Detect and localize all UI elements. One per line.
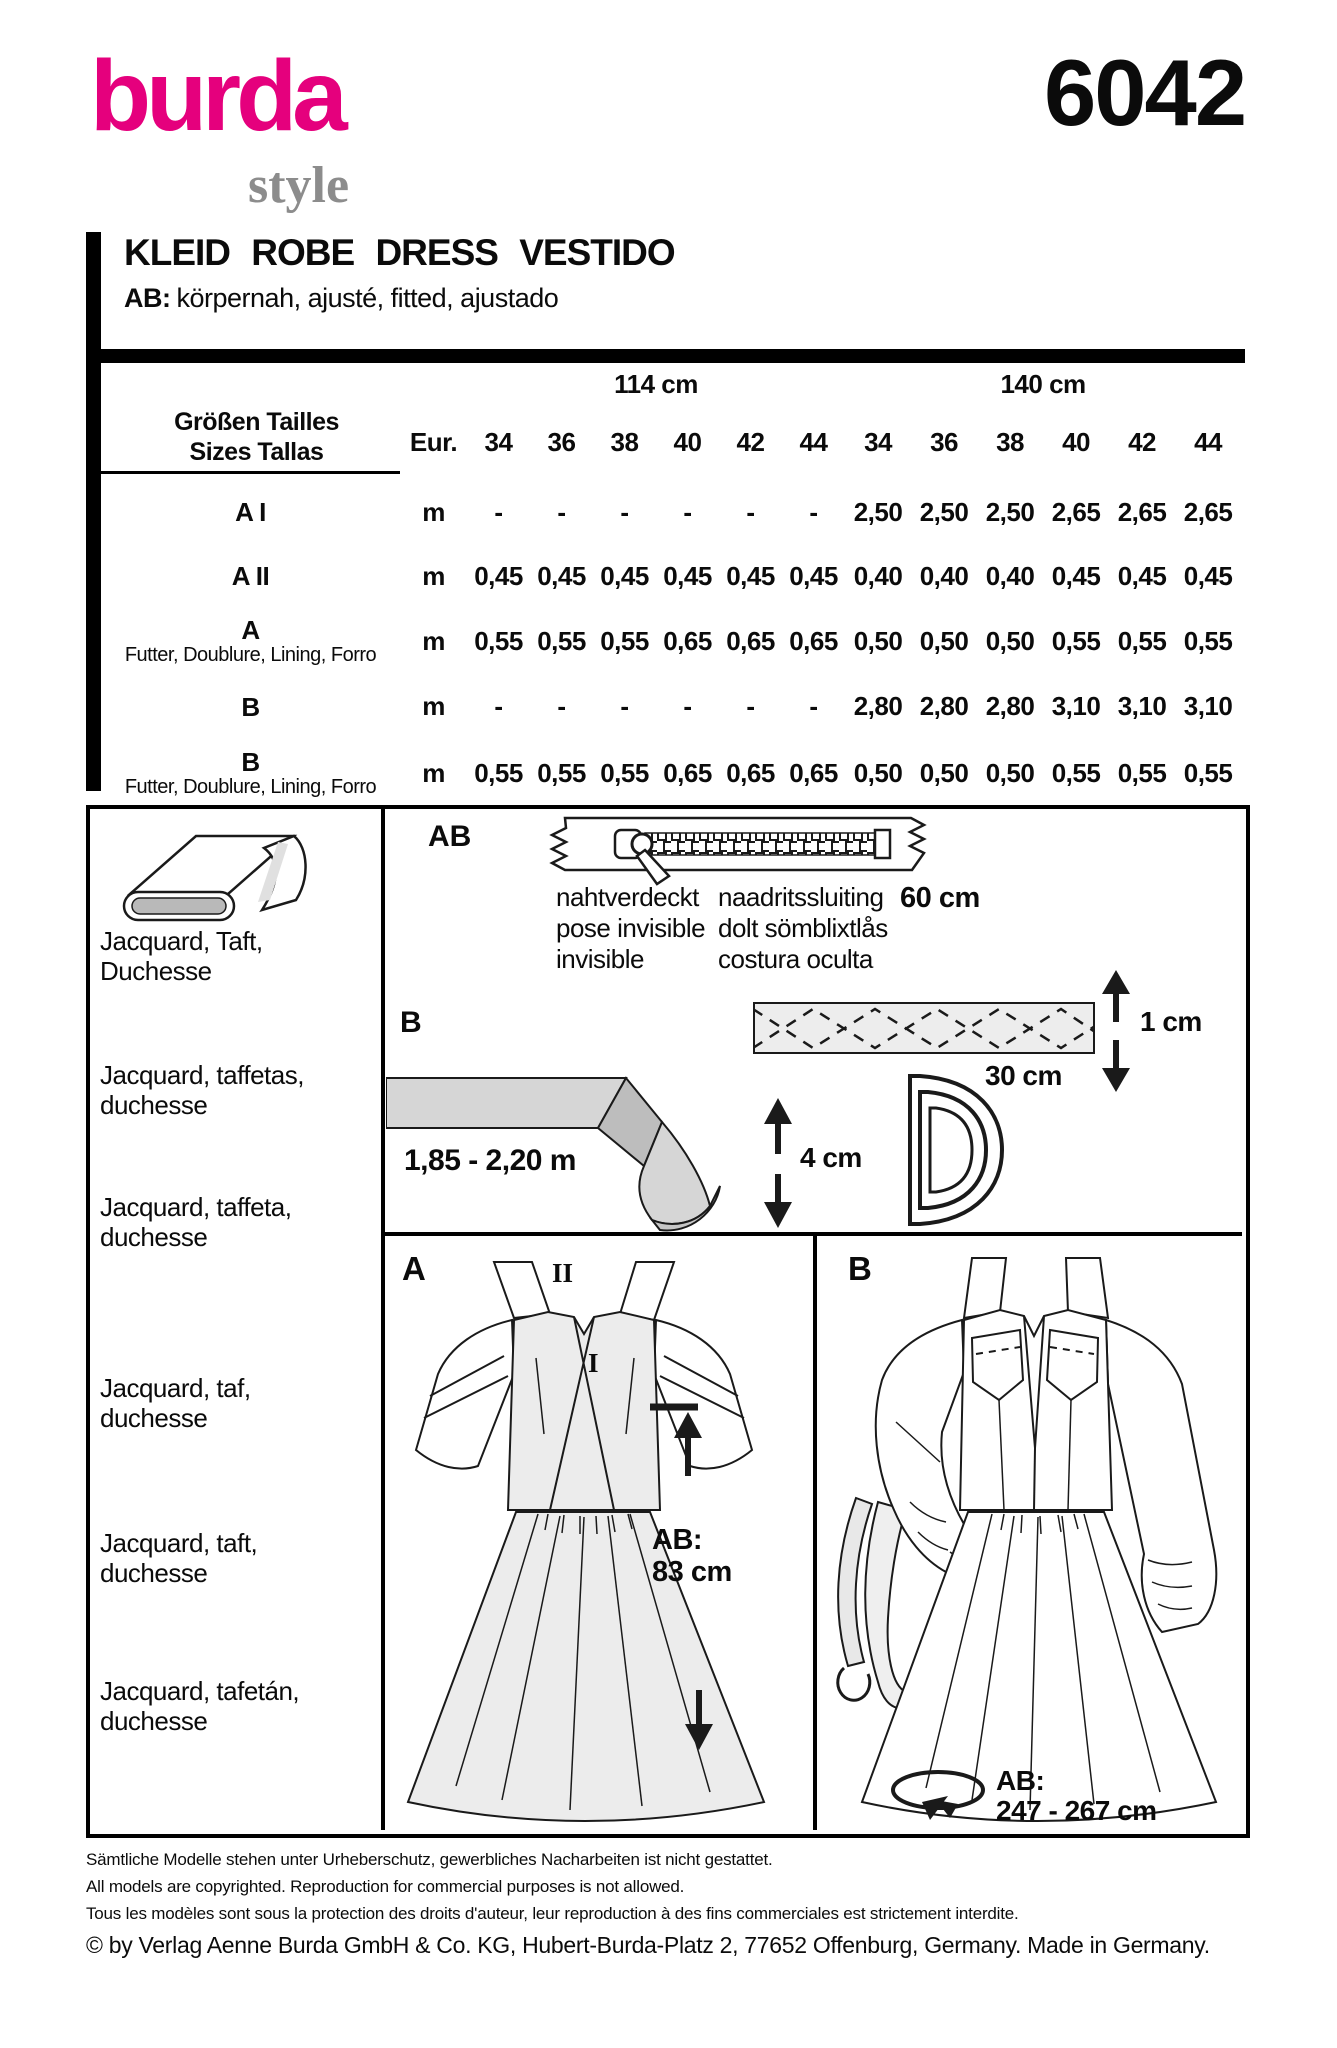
yardage-cell: 2,65 — [1051, 496, 1101, 527]
yardage-cell: 0,45 — [474, 560, 523, 591]
yardage-cell: 2,50 — [919, 496, 969, 527]
yardage-cell: 0,55 — [600, 757, 649, 788]
table-top-bar — [101, 349, 1245, 363]
yardage-cell: 3,10 — [1183, 691, 1233, 721]
fit-description — [124, 283, 558, 314]
hem-width-label: AB: 247 - 267 cm — [996, 1765, 1157, 1826]
unit-cell: m — [422, 625, 445, 656]
copyright-de: Sämtliche Modelle stehen unter Urheberschutz, gewerbliches Nacharbeiten ist nicht gestattet. — [86, 1850, 773, 1869]
yardage-cell: 0,45 — [1183, 560, 1233, 591]
dress-b-illustration — [822, 1252, 1246, 1840]
pattern-number: 6042 — [1044, 40, 1246, 145]
zipper-text-col2: naadritssluiting dolt sömblixtlås costura oculta — [718, 882, 888, 974]
yardage-cell: 0,50 — [853, 625, 903, 656]
fit-text: körpernah, ajusté, fitted, ajustado — [176, 283, 559, 313]
fabric-column-divider — [381, 805, 385, 1830]
yardage-cell: - — [683, 691, 692, 721]
burda-logo: burda — [90, 40, 343, 152]
yardage-cell: 0,50 — [919, 757, 969, 788]
yardage-cell: 0,40 — [853, 560, 903, 591]
yardage-cell: - — [494, 496, 503, 527]
yardage-cell: 2,80 — [985, 691, 1035, 721]
size-col: 36 — [547, 427, 576, 457]
yardage-cell: 0,45 — [726, 560, 775, 591]
invisible-zipper-icon — [545, 808, 930, 888]
sizes-label-en-es: Sizes Tallas — [189, 438, 324, 466]
yardage-cell: - — [620, 496, 629, 527]
publisher-line: © by Verlag Aenne Burda GmbH & Co. KG, Hubert-Burda-Platz 2, 77652 Offenburg, Germany. Made in Germany. — [86, 1932, 1210, 1958]
yardage-cell: - — [494, 691, 503, 721]
fabric-suggestion-es: Jacquard, tafetán, duchesse — [100, 1676, 300, 1736]
fabric-bolt-icon — [112, 820, 322, 938]
yardage-cell: 0,50 — [853, 757, 903, 788]
yardage-cell: 0,55 — [1117, 757, 1167, 788]
yardage-cell: 2,50 — [853, 496, 903, 527]
size-col: 38 — [996, 427, 1024, 457]
size-col: 42 — [736, 427, 765, 457]
fabric-suggestion-nl: Jacquard, taf, duchesse — [100, 1373, 251, 1433]
yardage-cell: 0,55 — [537, 625, 586, 656]
unit-cell: m — [422, 691, 445, 721]
yardage-cell: 0,55 — [474, 625, 523, 656]
yardage-cell: 0,55 — [1183, 757, 1233, 788]
yardage-cell: 0,65 — [663, 625, 712, 656]
size-col: 42 — [1128, 427, 1156, 457]
size-col: 34 — [864, 427, 892, 457]
eur-header: Eur. — [409, 427, 458, 457]
yardage-cell: - — [746, 691, 755, 721]
table-row — [101, 608, 1241, 674]
table-row — [101, 480, 1241, 544]
fabric-suggestion-de: Jacquard, Taft, Duchesse — [100, 926, 263, 986]
yardage-cell: 2,80 — [919, 691, 969, 721]
fabric-suggestion-fr: Jacquard, taffetas, duchesse — [100, 1060, 304, 1120]
width-header-row — [101, 363, 1241, 405]
yardage-cell: - — [746, 496, 755, 527]
row-label: B Futter, Doublure, Lining, Forro — [124, 747, 377, 798]
yardage-cell: - — [620, 691, 629, 721]
yardage-cell: 0,40 — [985, 560, 1035, 591]
yardage-cell: 0,45 — [537, 560, 586, 591]
zipper-length: 60 cm — [900, 882, 980, 914]
yardage-cell: - — [809, 496, 818, 527]
yardage-cell: - — [557, 496, 566, 527]
width-114-header: 114 cm — [614, 368, 698, 399]
interfacing-width: 1 cm — [1140, 1006, 1202, 1037]
notions-ab-label: AB — [428, 820, 472, 853]
interfacing-width-arrow — [1100, 970, 1132, 1092]
yardage-table — [101, 363, 1241, 807]
length-down-arrow — [684, 1690, 714, 1750]
size-col: 34 — [484, 427, 513, 457]
row-label: A Futter, Doublure, Lining, Forro — [124, 615, 377, 666]
yardage-cell: 0,65 — [726, 757, 775, 788]
yardage-cell: 0,40 — [919, 560, 969, 591]
yardage-cell: 0,55 — [1183, 625, 1233, 656]
unit-cell: m — [422, 757, 445, 788]
yardage-cell: 2,80 — [853, 691, 903, 721]
style-logo: style — [248, 157, 350, 214]
unit-cell: m — [422, 560, 445, 591]
copyright-fr: Tous les modèles sont sous la protection des droits d'auteur, leur reproduction à des fins commerciales est strictement interdite. — [86, 1904, 1019, 1923]
yardage-cell: - — [683, 496, 692, 527]
copyright-en: All models are copyrighted. Reproduction for commercial purposes is not allowed. — [86, 1877, 685, 1896]
size-col: 40 — [1062, 427, 1090, 457]
yardage-cell: 0,45 — [663, 560, 712, 591]
yardage-cell: 0,55 — [537, 757, 586, 788]
ribbon-width-arrow — [762, 1098, 794, 1228]
yardage-cell: 0,65 — [789, 625, 838, 656]
size-col: 40 — [673, 427, 702, 457]
size-col: 36 — [930, 427, 958, 457]
view-a-label: A — [402, 1250, 426, 1287]
left-accent-bar — [86, 232, 101, 791]
sizes-label-de-fr: Größen Tailles — [174, 408, 339, 436]
yardage-cell: 0,55 — [474, 757, 523, 788]
yardage-cell: 0,45 — [1051, 560, 1101, 591]
back-length-label: AB: 83 cm — [652, 1524, 732, 1588]
yardage-cell: 0,65 — [663, 757, 712, 788]
yardage-cell: 0,45 — [600, 560, 649, 591]
ribbon-length: 1,85 - 2,20 m — [404, 1144, 576, 1177]
yardage-cell: 0,55 — [1051, 757, 1101, 788]
copyright-block — [86, 1846, 1266, 1960]
yardage-cell: 0,50 — [985, 757, 1035, 788]
fabric-suggestion-sv: Jacquard, taft, duchesse — [100, 1528, 258, 1588]
garment-title: KLEID ROBE DRESS VESTIDO — [124, 232, 675, 273]
fit-views-prefix: AB: — [124, 283, 171, 313]
yardage-cell: 2,50 — [985, 496, 1035, 527]
yardage-cell: 0,45 — [1117, 560, 1167, 591]
size-col: 38 — [610, 427, 639, 457]
size-col: 44 — [799, 427, 828, 457]
interfacing-strip-icon — [753, 1002, 1095, 1054]
yardage-cell: 0,55 — [1117, 625, 1167, 656]
notions-b-label: B — [400, 1006, 422, 1039]
table-row — [101, 739, 1241, 807]
yardage-cell: 0,65 — [789, 757, 838, 788]
sizes-label-cell — [101, 405, 400, 480]
yardage-cell: - — [557, 691, 566, 721]
zipper-text-col1: nahtverdeckt pose invisible invisible — [556, 882, 706, 974]
row-label: A II — [231, 561, 270, 591]
hem-circumference-icon — [886, 1768, 990, 1820]
yardage-cell: 3,10 — [1051, 691, 1101, 721]
row-label: A I — [235, 497, 266, 527]
yardage-cell: 3,10 — [1117, 691, 1167, 721]
yardage-cell: 0,45 — [789, 560, 838, 591]
width-140-header: 140 cm — [1000, 368, 1086, 399]
d-ring-icon — [898, 1070, 1008, 1230]
yardage-cell: - — [809, 691, 818, 721]
yardage-cell: 2,65 — [1183, 496, 1233, 527]
dress-a-illustration — [398, 1254, 798, 1840]
view-ii-marker: II — [552, 1258, 574, 1288]
yardage-cell: 0,55 — [600, 625, 649, 656]
ribbon-width: 4 cm — [800, 1142, 862, 1173]
view-i-marker: I — [588, 1348, 599, 1378]
yardage-cell: 0,50 — [985, 625, 1035, 656]
header-spacer — [101, 363, 467, 405]
length-up-arrow — [650, 1402, 710, 1478]
size-header-row — [101, 405, 1241, 480]
unit-cell: m — [422, 496, 445, 527]
table-row — [101, 544, 1241, 608]
fabric-suggestion-en: Jacquard, taffeta, duchesse — [100, 1192, 292, 1252]
yardage-cell: 0,65 — [726, 625, 775, 656]
row-label: B — [241, 691, 260, 722]
table-row — [101, 674, 1241, 739]
view-b-label: B — [848, 1250, 872, 1287]
size-col: 44 — [1194, 427, 1223, 457]
yardage-cell: 2,65 — [1117, 496, 1167, 527]
view-a-b-divider — [813, 1236, 817, 1830]
yardage-cell: 0,50 — [919, 625, 969, 656]
yardage-cell: 0,55 — [1051, 625, 1101, 656]
interfacing-length: 30 cm — [985, 1060, 1062, 1091]
